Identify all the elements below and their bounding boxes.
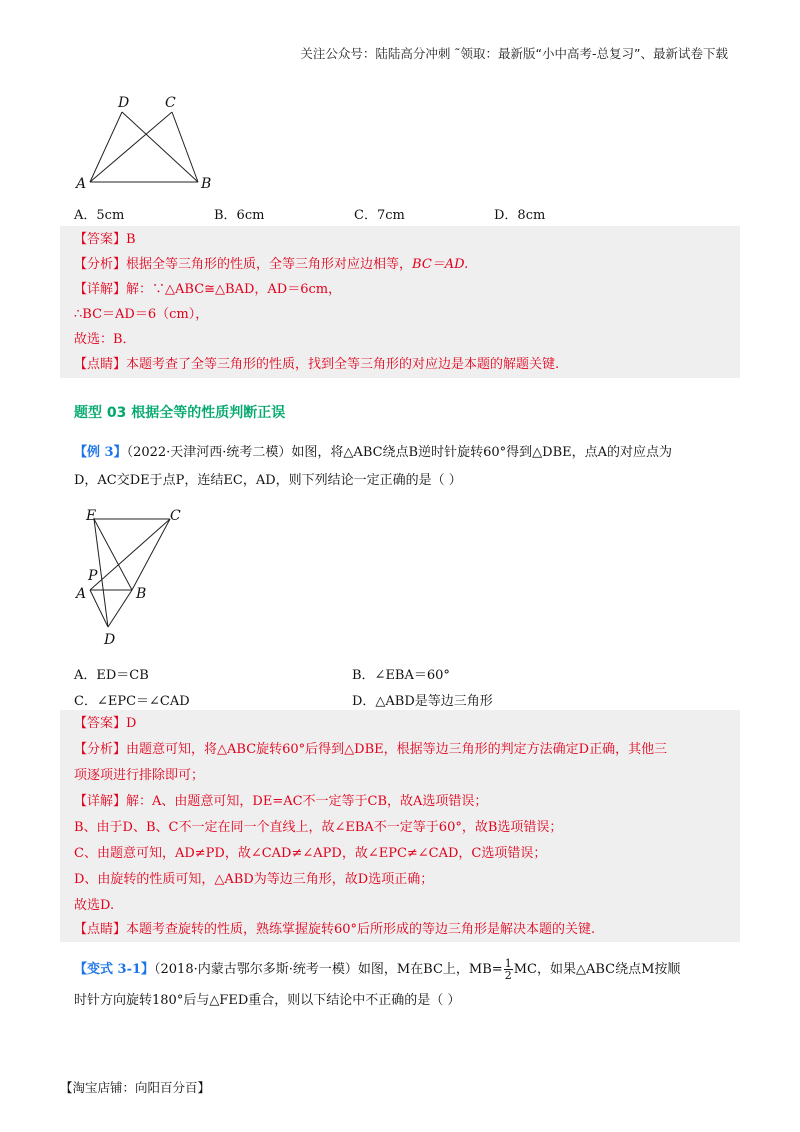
option-a[interactable]: A．5cm <box>74 208 125 223</box>
option-b[interactable]: B．6cm <box>214 208 265 223</box>
ex3-option-c[interactable]: C．∠EPC＝∠CAD <box>74 694 190 709</box>
page-footer: 【淘宝店铺：向阳百分百】 <box>60 1080 211 1095</box>
ex3-option-b[interactable]: B．∠EBA＝60° <box>352 668 450 683</box>
variant31-line1: 【变式 3-1】（2018·内蒙古鄂尔多斯·统考一模）如图，M在BC上，MB= $\frac{1}{2}$ MC，如果△ABC绕点M按顺 <box>74 957 681 982</box>
variant31-line2: 时针方向旋转180°后与△FED重合，则以下结论中不正确的是（ ） <box>74 993 461 1008</box>
label-d: D <box>118 95 130 111</box>
example3-line1: 【例 3】（2022·天津河西·统考二模）如图，将△ABC绕点B逆时针旋转60°得到△DBE，点A的对应点为 <box>74 445 673 460</box>
segment-eb <box>94 519 132 590</box>
label-d2: D <box>104 632 116 648</box>
label-p: P <box>88 568 98 584</box>
label-b: B <box>201 176 212 192</box>
segment-cb <box>132 519 170 590</box>
ex3-comment-row: 【点睛】本题考查旋转的性质，熟练掌握旋转60°后所形成的等边三角形是解决本题的关键. <box>74 922 596 937</box>
label-a: A <box>76 176 87 192</box>
analysis-row: 【分析】根据全等三角形的性质，全等三角形对应边相等，BC＝AD. <box>74 257 469 272</box>
answer-row: 【答案】B <box>74 232 136 247</box>
label-e: E <box>86 508 97 524</box>
ex3-answer-row: 【答案】D <box>74 716 137 731</box>
label-c2: C <box>170 508 181 524</box>
detail-row-2: ∴BC＝AD＝6（cm）， <box>74 307 209 322</box>
ex3-analysis-row-1: 【分析】由题意可知，将△ABC旋转60°后得到△DBE，根据等边三角形的判定方法确定D正确，其他三 <box>74 742 668 757</box>
section-title: 题型 03 根据全等的性质判断正误 <box>74 405 286 421</box>
ex3-detail-row-5: 故选D. <box>74 898 115 913</box>
ex3-detail-row-2: B、由于D、B、C不一定在同一个直线上，故∠EBA不一定等于60°，故B选项错误； <box>74 820 563 835</box>
segment-bd <box>108 590 132 627</box>
segment-ad <box>90 112 122 182</box>
label-b2: B <box>136 586 147 602</box>
ex3-analysis-row-2: 项逐项进行排除即可； <box>74 768 205 783</box>
segment-bc <box>172 112 198 182</box>
ex3-detail-row-3: C、由题意可知，AD≠PD，故∠CAD≠∠APD，故∠EPC≠∠CAD，C选项错误； <box>74 846 547 861</box>
comment-row: 【点睛】本题考查了全等三角形的性质，找到全等三角形的对应边是本题的解题关键. <box>74 357 560 372</box>
option-d[interactable]: D．8cm <box>494 208 546 223</box>
option-c[interactable]: C．7cm <box>354 208 405 223</box>
answer-block-prev <box>60 226 740 378</box>
example3-line2: D，AC交DE于点P，连结EC，AD，则下列结论一定正确的是（ ） <box>74 473 462 488</box>
segment-ca <box>90 519 170 590</box>
label-a2: A <box>76 586 87 602</box>
detail-row-3: 故选：B． <box>74 332 136 347</box>
ex3-detail-row-1: 【详解】解：A、由题意可知，DE=AC不一定等于CB，故A选项错误； <box>74 794 488 809</box>
detail-row-1: 【详解】解：∵△ABC≅△BAD，AD＝6cm， <box>74 282 342 297</box>
ex3-option-d[interactable]: D．△ABD是等边三角形 <box>352 694 493 709</box>
ex3-option-a[interactable]: A．ED＝CB <box>74 668 149 683</box>
label-c: C <box>165 95 176 111</box>
fraction-one-half: $\frac{1}{2}$ <box>504 957 512 982</box>
ex3-detail-row-4: D、由旋转的性质可知，△ABD为等边三角形，故D选项正确； <box>74 872 434 887</box>
page-header: 关注公众号：陆陆高分冲刺 ˜领取：最新版“小中高考-总复习”、最新试卷下载 <box>300 46 728 61</box>
